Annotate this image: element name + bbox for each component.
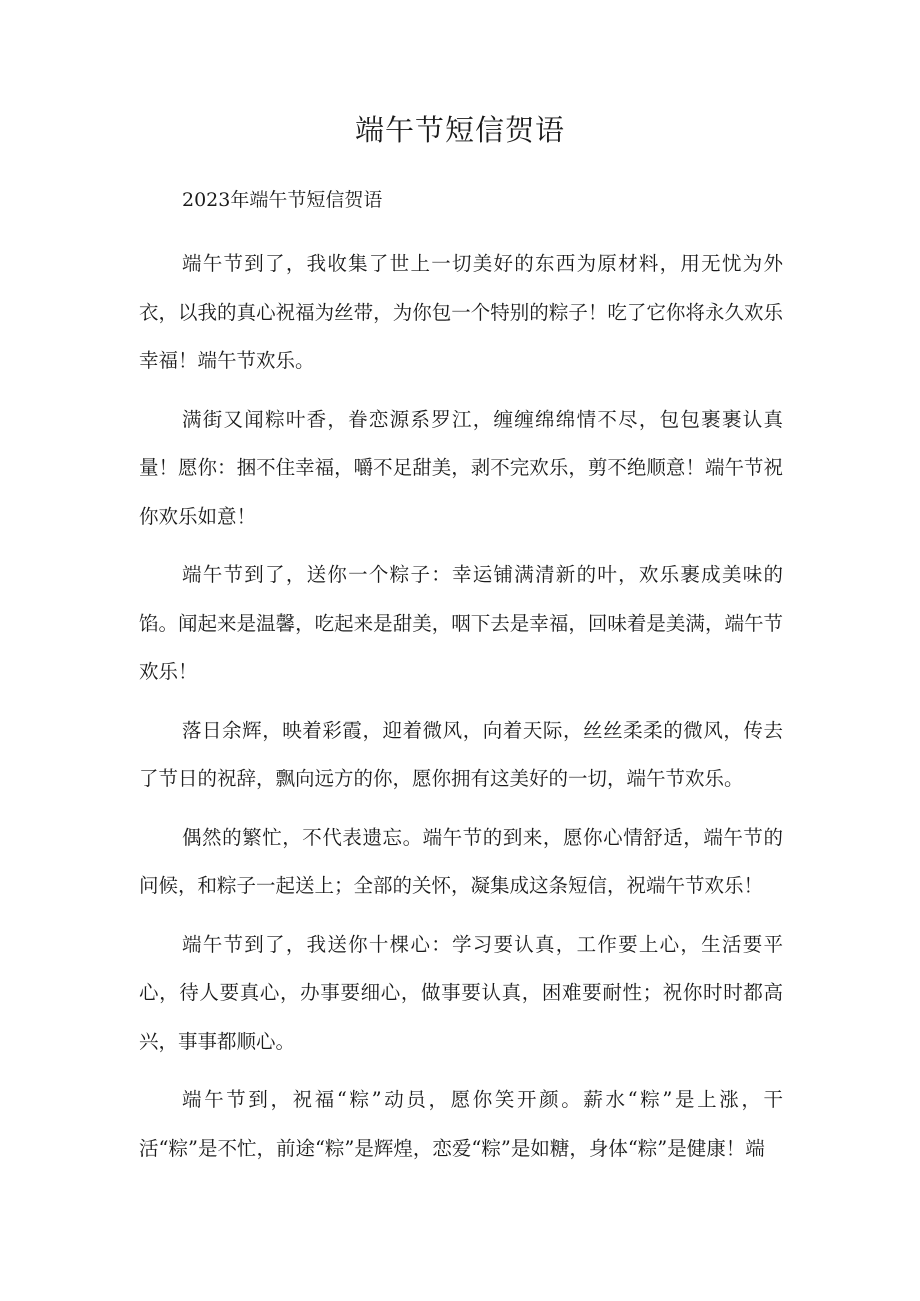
paragraph-6: 端午节到了，我送你十棵心：学习要认真，工作要上心，生活要平心，待人要真心，办事要细心，做事要认真，困难要耐性；祝你时时都高兴，事事都顺心。 [139,932,783,1053]
paragraph-7: 端午节到，祝福“粽”动员，愿你笑开颜。薪水“粽”是上涨，干活“粽”是不忙，前途“粽”是辉煌，恋爱“粽”是如糖，身体“粽”是健康！端 [139,1088,783,1160]
document-title: 端午节短信贺语 [354,113,565,147]
paragraph-2: 满街又闻粽叶香，眷恋源系罗江，缠缠绵绵情不尽，包包裹裹认真量！愿你：捆不住幸福，嚼不足甜美，剥不完欢乐，剪不绝顺意！端午节祝你欢乐如意！ [139,407,783,528]
paragraph-5: 偶然的繁忙，不代表遗忘。端午节的到来，愿你心情舒适，端午节的问候，和粽子一起送上；全部的关怀，凝集成这条短信，祝端午节欢乐！ [139,825,783,897]
document-subtitle: 2023年端午节短信贺语 [182,189,383,211]
paragraph-1: 端午节到了，我收集了世上一切美好的东西为原材料，用无忧为外衣，以我的真心祝福为丝带，为你包一个特别的粽子！吃了它你将永久欢乐幸福！端午节欢乐。 [139,252,783,372]
paragraph-3: 端午节到了，送你一个粽子：幸运铺满清新的叶，欢乐裹成美味的馅。闻起来是温馨，吃起来是甜美，咽下去是幸福，回味着是美满，端午节欢乐！ [139,563,783,683]
document-body [139,240,783,1183]
paragraph-4: 落日余辉，映着彩霞，迎着微风，向着天际，丝丝柔柔的微风，传去了节日的祝辞，飘向远方的你，愿你拥有这美好的一切，端午节欢乐。 [139,718,783,790]
